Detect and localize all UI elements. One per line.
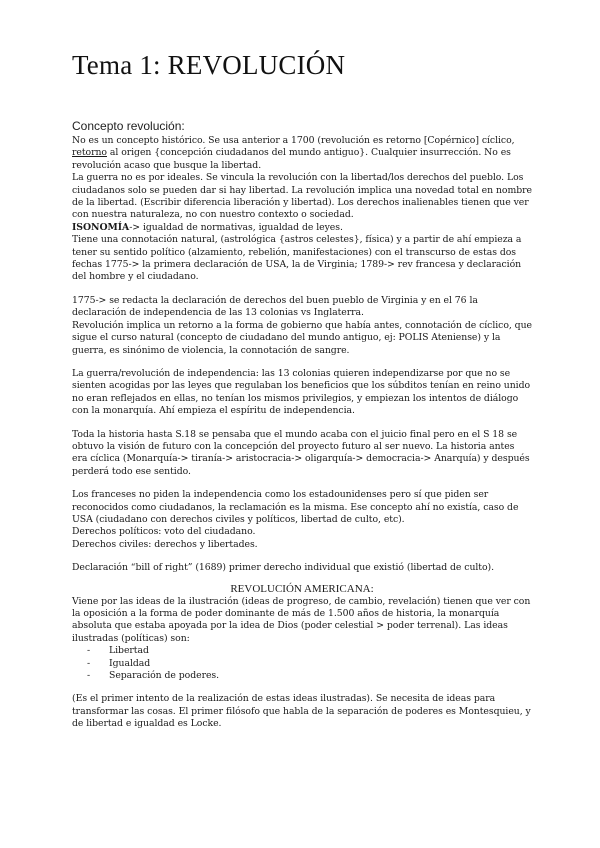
paragraph-3 — [72, 222, 532, 234]
paragraph-10: Derechos políticos: voto del ciudadano. — [72, 526, 256, 538]
paragraph-12: Declaración “bill of right” (1689) primer derecho individual que existió (libertad de culto). — [72, 562, 495, 574]
paragraph-5: 1775-> se redacta la declaración de derechos del buen pueblo de Virginia y en el 76 la declaración de independencia de las 13 colonias vs Inglaterra. — [72, 294, 478, 319]
document-page — [72, 50, 532, 731]
paragraph-11: Derechos civiles: derechos y libertades. — [72, 538, 258, 550]
list-item: - Separación de poderes. — [87, 670, 532, 682]
page-title: Tema 1: REVOLUCIÓN — [72, 50, 346, 80]
list-item: - Igualdad — [87, 658, 532, 670]
isonomia-definition: -> igualdad de normativas, igualdad de leyes. — [129, 221, 343, 233]
paragraph-9: Los franceses no piden la independencia como los estadounidenses pero sí que piden ser reconocidos como ciudadanos, la reclamación es la misma. Ese concepto ahí no existía, caso de USA (ciudadano con derechos civiles y políticos, libertad de culto, etc). — [72, 489, 519, 525]
ideas-list — [72, 645, 532, 682]
paragraph-1 — [72, 135, 532, 172]
paragraph-6: Revolución implica un retorno a la forma de gobierno que había antes, connotación de cíclico, que sigue el curso natural (concepto de ciudadano del mundo antiguo, ej: POLIS Ateniense) y la guerra, es sinónimo de violencia, la connotación de sangre. — [72, 319, 532, 356]
paragraph-8: Toda la historia hasta S.18 se pensaba que el mundo acaba con el juicio final pero en el S 18 se obtuvo la visión de futuro con la concepción del proyecto futuro al ser nuevo. La historia antes era cíclica (Monarquía-> tiranía-> aristocracia-> oligarquía-> democracia-> Anarquía) y después perderá todo ese sentido. — [72, 428, 530, 477]
p1-text-a: No es un concepto histórico. Se usa anterior a 1700 (revolución es retorno [Copérnico] cíclico, — [72, 135, 515, 146]
list-item: - Libertad — [87, 645, 532, 657]
p1-text-b: al origen {concepción ciudadanos del mundo antiguo}. Cualquier insurrección. No es revolución acaso que busque la libertad. — [72, 147, 511, 171]
concepto-heading: Concepto revolución: — [72, 119, 185, 133]
paragraph-14: (Es el primer intento de la realización de estas ideas ilustradas). Se necesita de ideas para transformar las cosas. El primer filósofo que habla de la separación de poderes es Montesquieu, y de libertad e igualdad es Locke. — [72, 693, 531, 730]
paragraph-13: Viene por las ideas de la ilustración (ideas de progreso, de cambio, revelación) tienen que ver con la oposición a la forma de poder dominante de más de 1.500 años de historia, la monarquía absoluta que estaba apoyada por la idea de Dios (poder celestial > poder terrenal). Las ideas ilustradas (políticas) son: — [72, 595, 531, 644]
paragraph-7: La guerra/revolución de independencia: las 13 colonias quieren independizarse por que no se sienten acogidas por las leyes que regulaban los beneficios que los súbditos tenían en reino unido no eran reflejados en ellas, no tenían los mismos privilegios, y empiezan los intentos de diálogo con la monarquía. Ahí empieza el espíritu de independencia. — [72, 367, 531, 417]
isonomia-term: ISONOMÍA — [72, 221, 130, 233]
p1-underlined: retorno — [72, 147, 107, 159]
paragraph-2: La guerra no es por ideales. Se vincula la revolución con la libertad/los derechos del pueblo. Los ciudadanos solo se pueden dar si hay libertad. La revolución implica una novedad total en nombre de la libertad. (Escribir diferencia liberación y libertad). Los derechos inalienables tienen que ver con nuestra naturaleza, no con nuestro contexto o sociedad. — [72, 172, 532, 221]
section-title-revolucion-americana: REVOLUCIÓN AMERICANA: — [230, 582, 374, 595]
paragraph-4: Tiene una connotación natural, (astrológica {astros celestes}, física) y a partir de ahí empieza a tener su sentido político (alzamiento, rebelión, manifestaciones) con el transcurso de estas dos fechas 1775-> la primera declaración de USA, la de Virginia; 1789-> rev francesa y declaración del hombre y el ciudadano. — [72, 234, 522, 283]
